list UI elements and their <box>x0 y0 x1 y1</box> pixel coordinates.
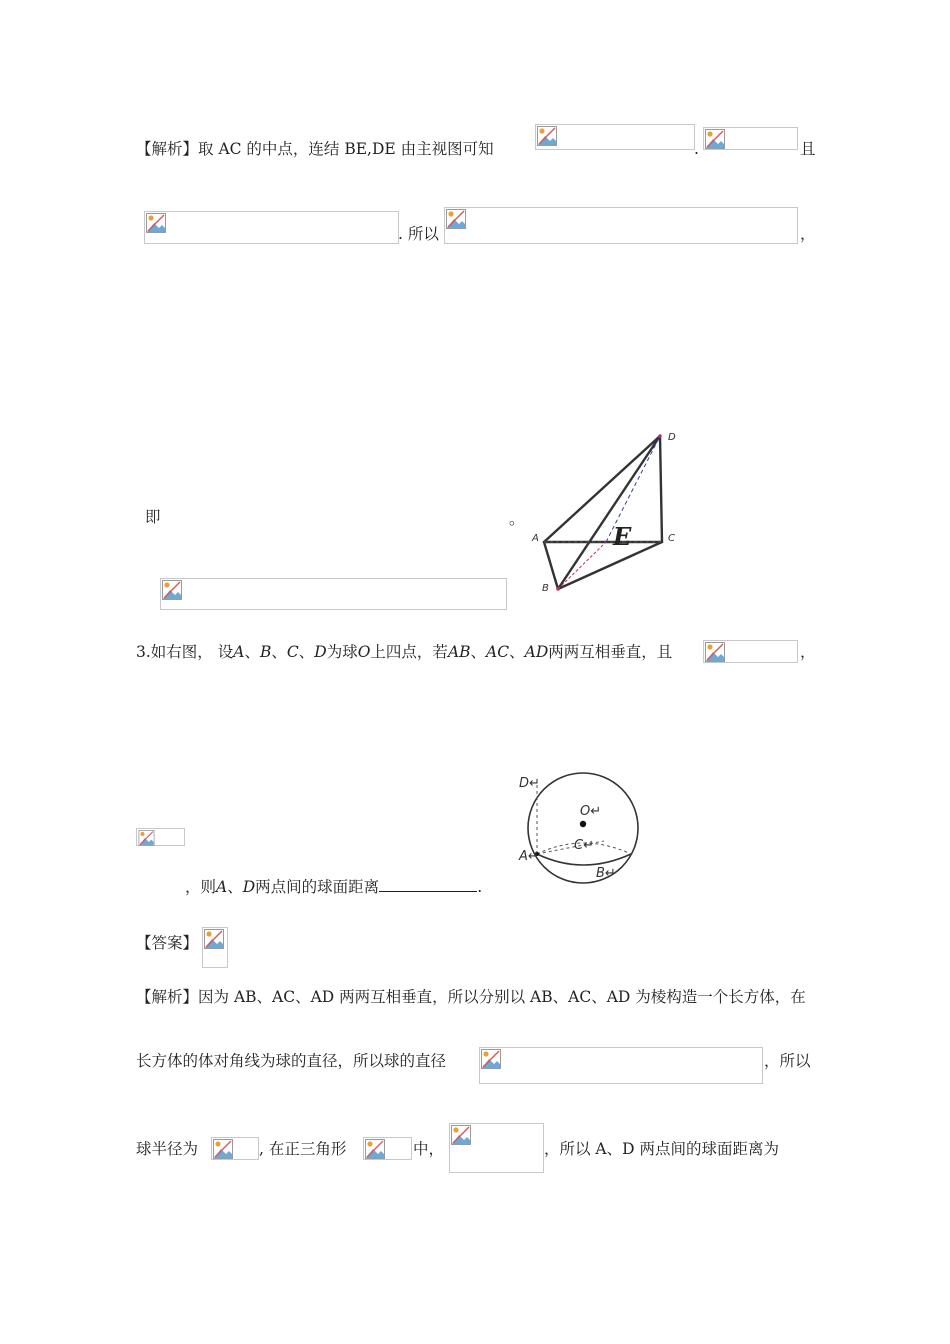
image-placeholder-icon <box>138 830 155 846</box>
problem-text: 为球 <box>326 643 358 661</box>
point-a-text: A <box>233 643 245 661</box>
image-placeholder-icon <box>162 580 182 600</box>
problem-3-question <box>185 875 482 897</box>
comma-text: ， <box>800 225 816 243</box>
label-d: D <box>668 432 676 443</box>
label-e: E <box>613 522 632 551</box>
formula-image <box>535 124 695 150</box>
period-text: 。 <box>509 510 525 528</box>
analysis-text: 因为 AB、AC、AD 两两互相垂直，所以分别以 AB、AC、AD 为棱构造一个长方体，在 <box>198 988 806 1006</box>
image-placeholder-icon <box>537 126 557 146</box>
segment-ab-text: AB <box>447 643 471 661</box>
so-text: . 所以 <box>398 225 439 243</box>
problem-text: 两两互相垂直，且 <box>548 643 673 661</box>
edge-ab <box>544 542 558 589</box>
dot-text: . <box>694 140 699 158</box>
label-a: A <box>532 533 539 544</box>
period-text: . <box>477 878 483 896</box>
formula-image <box>160 578 507 610</box>
radius-text: 球半径为 <box>136 1140 199 1158</box>
formula-image <box>444 207 798 244</box>
formula-image <box>449 1123 544 1173</box>
point-d-text: D <box>242 878 256 896</box>
separator: 、 <box>227 878 243 896</box>
label-a: A↵ <box>519 849 539 864</box>
image-placeholder-icon <box>481 1049 501 1069</box>
formula-image <box>144 211 399 244</box>
sphere-figure <box>510 762 650 892</box>
point-d <box>658 434 662 438</box>
image-placeholder-icon <box>365 1139 385 1159</box>
label-o: O↵ <box>580 804 602 819</box>
formula-image <box>703 640 798 663</box>
image-placeholder-icon <box>705 129 725 149</box>
answer-label: 【答案】 <box>136 934 199 952</box>
problem-text: 如右图， 设 <box>150 643 234 661</box>
formula-image <box>136 828 185 846</box>
center-point <box>580 821 586 827</box>
point-b <box>556 587 560 591</box>
label-d: D↵ <box>519 776 540 791</box>
point-c-text: C <box>286 643 299 661</box>
so-text: ，所以 <box>764 1052 811 1070</box>
separator: 、 <box>298 643 315 661</box>
sphere-outline <box>528 773 638 883</box>
analysis-label: 【解析】 <box>136 988 199 1006</box>
point-b-text: B <box>259 643 272 661</box>
analysis-label: 【解析】 <box>136 140 199 158</box>
problem-3-statement <box>136 642 672 662</box>
analysis-paragraph-1 <box>136 139 494 159</box>
triangle-text: , 在正三角形 <box>259 1140 347 1158</box>
dashed-be <box>558 542 606 589</box>
separator: 、 <box>271 643 287 661</box>
separator: 、 <box>509 643 525 661</box>
point-d-text: D <box>314 643 327 661</box>
point-o-text: O <box>357 643 371 661</box>
answer-blank[interactable] <box>379 875 477 892</box>
image-placeholder-icon <box>451 1125 471 1145</box>
middle-text: 中， <box>413 1140 445 1158</box>
segment-ac-text: AC <box>486 643 510 661</box>
formula-image <box>703 127 798 150</box>
formula-image <box>479 1047 763 1084</box>
question-text: ，则 <box>185 878 217 896</box>
image-placeholder-icon <box>705 642 725 662</box>
point-a-text: A <box>216 878 228 896</box>
image-placeholder-icon <box>204 929 224 949</box>
analysis-paragraph-2-line2: 长方体的体对角线为球的直径，所以球的直径 <box>136 1052 447 1070</box>
label-c: C <box>668 533 675 544</box>
comma-text: ， <box>800 643 816 661</box>
edge-cd <box>660 436 662 542</box>
distance-text: ，所以 A、D 两点间的球面距离为 <box>544 1140 779 1158</box>
image-placeholder-icon <box>446 209 466 229</box>
segment-ad-text: AD <box>524 643 549 661</box>
problem-text: 上四点，若 <box>370 643 448 661</box>
equator-front <box>537 854 631 865</box>
qie-text: 且 <box>800 140 816 158</box>
ji-text: 即 <box>145 508 161 526</box>
label-b: B↵ <box>596 866 616 881</box>
analysis-text-line1: 取 AC 的中点，连结 BE,DE 由主视图可知 <box>198 140 494 158</box>
problem-number: 3. <box>136 643 151 661</box>
label-c: C↵ <box>574 838 594 853</box>
pyramid-figure <box>530 420 690 600</box>
question-text: 两点间的球面距离 <box>255 878 380 896</box>
image-placeholder-icon <box>213 1139 233 1159</box>
separator: 、 <box>470 643 487 661</box>
separator: 、 <box>244 643 260 661</box>
answer-formula-image <box>202 927 228 968</box>
edge-ad <box>544 436 660 542</box>
formula-image <box>363 1137 412 1160</box>
label-b: B <box>542 583 549 594</box>
formula-image <box>211 1137 259 1160</box>
image-placeholder-icon <box>146 213 166 233</box>
analysis-paragraph-2-line1 <box>136 987 806 1007</box>
